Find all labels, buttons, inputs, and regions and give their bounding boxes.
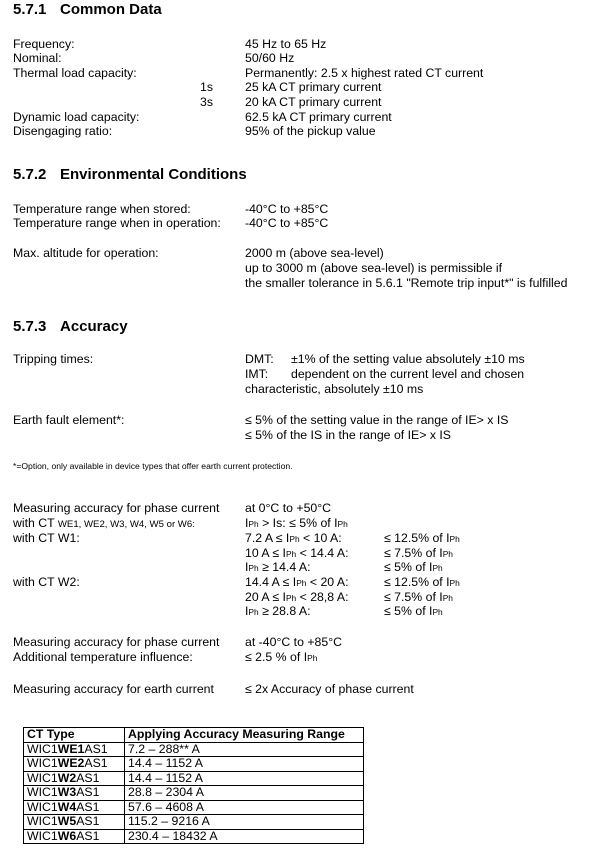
heading-accuracy xyxy=(13,320,128,335)
tolerance-subscript: Ph xyxy=(442,548,453,559)
range-text-a: 20 A ≤ I xyxy=(245,589,286,604)
range-cell: 115.2 – 9216 A xyxy=(125,815,364,830)
range-subscript: Ph xyxy=(296,578,307,588)
table-header-ct-type: CT Type xyxy=(24,728,125,743)
range-text-c: < 28,8 A: xyxy=(296,589,349,604)
ct-type-table xyxy=(23,727,364,844)
disengaging-ratio-value: 95% of the pickup value xyxy=(245,124,376,138)
range-text-a: I xyxy=(245,560,249,575)
ct-type-code: W6 xyxy=(57,828,77,843)
range-subscript: Ph xyxy=(285,592,297,603)
accuracy-range xyxy=(245,531,342,547)
ct-type-prefix: WIC1 xyxy=(27,814,58,829)
frequency-label: Frequency: xyxy=(13,37,75,51)
table-row xyxy=(24,829,364,844)
altitude-label: Max. altitude for operation: xyxy=(13,246,159,260)
dmt-value: ±1% of the setting value absolutely ±10 ms xyxy=(291,352,525,366)
heading-environmental-conditions xyxy=(13,168,247,183)
temp-influence-value-sub: Ph xyxy=(307,653,318,663)
ct-we-value xyxy=(245,516,348,532)
range-cell: 14.4 – 1152 A xyxy=(125,771,364,786)
dynamic-load-value: 62.5 kA CT primary current xyxy=(245,110,392,124)
imt-value: dependent on the current level and chosen xyxy=(291,367,525,381)
range-text-a: 14.4 A ≤ I xyxy=(245,575,297,589)
ct-type-prefix: WIC1 xyxy=(27,770,58,785)
ct-type-cell xyxy=(24,786,125,801)
tolerance-subscript: Ph xyxy=(432,607,443,618)
ct-type-prefix: WIC1 xyxy=(27,741,58,756)
range-text-c: < 20 A: xyxy=(306,575,349,589)
thermal-3s-value: 20 kA CT primary current xyxy=(245,95,382,109)
tripping-times-label: Tripping times: xyxy=(13,352,94,366)
earth-accuracy-value: ≤ 2x Accuracy of phase current xyxy=(245,682,414,696)
heading-title: Accuracy xyxy=(60,318,128,335)
phase-accuracy-label-2: Measuring accuracy for phase current xyxy=(13,635,220,649)
range-text-a: I xyxy=(245,604,249,619)
accuracy-range xyxy=(245,560,311,576)
thermal-load-label: Thermal load capacity: xyxy=(13,66,137,80)
ct-w1-label: with CT W1: xyxy=(13,531,80,545)
earth-accuracy-label: Measuring accuracy for earth current xyxy=(13,682,214,696)
thermal-1s-value: 25 kA CT primary current xyxy=(245,80,382,94)
range-text-c: ≥ 28.8 A: xyxy=(258,604,311,619)
accuracy-range xyxy=(245,546,349,562)
heading-number: 5.7.2 xyxy=(13,166,47,183)
range-cell: 230.4 – 18432 A xyxy=(125,829,364,844)
table-header-range: Applying Accuracy Measuring Range xyxy=(125,728,364,743)
accuracy-tolerance xyxy=(384,560,443,576)
tolerance-text: ≤ 5% of I xyxy=(384,560,433,575)
dmt-key: DMT: xyxy=(245,352,274,366)
ct-type-suffix: AS1 xyxy=(76,828,100,843)
tolerance-text: ≤ 7.5% of I xyxy=(384,545,443,560)
ct-type-suffix: AS1 xyxy=(84,741,108,756)
nominal-value: 50/60 Hz xyxy=(245,51,295,65)
tolerance-text: ≤ 5% of I xyxy=(384,604,433,619)
temp-operation-value: -40°C to +85°C xyxy=(245,216,329,230)
range-subscript: Ph xyxy=(289,534,300,544)
altitude-value-2: up to 3000 m (above sea-level) is permissible if xyxy=(245,261,502,275)
earth-fault-label: Earth fault element*: xyxy=(13,413,125,427)
accuracy-tolerance xyxy=(384,546,453,562)
table-row xyxy=(24,742,364,757)
ct-type-cell xyxy=(24,742,125,757)
range-cell: 7.2 – 288** A xyxy=(125,742,364,757)
ct-type-prefix: WIC1 xyxy=(27,756,58,771)
ct-type-prefix: WIC1 xyxy=(27,785,58,800)
ct-we-value-a: I xyxy=(245,516,249,530)
ct-we-value-c: > Is: ≤ 5% of I xyxy=(258,516,338,530)
range-cell: 28.8 – 2304 A xyxy=(125,786,364,801)
heading-title: Common Data xyxy=(60,1,162,18)
ct-w2-label: with CT W2: xyxy=(13,575,80,589)
accuracy-range xyxy=(245,575,349,591)
tolerance-text: ≤ 7.5% of I xyxy=(384,589,443,604)
ct-type-code: W5 xyxy=(57,814,77,829)
nominal-label: Nominal: xyxy=(13,51,62,65)
thermal-3s-label: 3s xyxy=(200,95,213,109)
ct-type-prefix: WIC1 xyxy=(27,799,58,814)
heading-number: 5.7.3 xyxy=(13,318,47,335)
accuracy-tolerance xyxy=(384,531,460,547)
range-text-a: 7.2 A ≤ I xyxy=(245,531,290,545)
tolerance-subscript: Ph xyxy=(432,563,443,574)
frequency-value: 45 Hz to 65 Hz xyxy=(245,37,327,51)
tolerance-text: ≤ 12.5% of I xyxy=(384,531,450,545)
imt-value-2: characteristic, absolutely ±10 ms xyxy=(245,382,424,396)
range-subscript: Ph xyxy=(248,563,259,574)
ct-we-prefix: with CT xyxy=(13,516,58,530)
tolerance-text: ≤ 12.5% of I xyxy=(384,575,450,589)
range-text-c: < 10 A: xyxy=(299,531,342,545)
tolerance-subscript: Ph xyxy=(449,578,460,588)
tolerance-subscript: Ph xyxy=(449,534,460,544)
ct-type-suffix: AS1 xyxy=(76,770,100,785)
table-row xyxy=(24,800,364,815)
accuracy-tolerance xyxy=(384,604,443,620)
phase-accuracy-label: Measuring accuracy for phase current xyxy=(13,501,220,515)
accuracy-tolerance xyxy=(384,590,453,606)
thermal-load-value: Permanently: 2.5 x highest rated CT current xyxy=(245,66,484,80)
range-cell: 14.4 – 1152 A xyxy=(125,757,364,772)
heading-common-data xyxy=(13,3,162,18)
disengaging-ratio-label: Disengaging ratio: xyxy=(13,124,113,138)
tolerance-subscript: Ph xyxy=(442,592,453,603)
temp-influence-value xyxy=(245,650,317,666)
ct-type-cell xyxy=(24,815,125,830)
ct-we-value-sub1: Ph xyxy=(248,519,259,529)
heading-number: 5.7.1 xyxy=(13,1,47,18)
table-row xyxy=(24,771,364,786)
range-subscript: Ph xyxy=(248,607,259,618)
range-text-c: ≥ 14.4 A: xyxy=(258,560,311,575)
range-cell: 57.6 – 4608 A xyxy=(125,800,364,815)
ct-type-cell xyxy=(24,829,125,844)
altitude-value-3: the smaller tolerance in 5.6.1 "Remote trip input*" is fulfilled xyxy=(245,276,568,290)
earth-fault-value-2: ≤ 5% of the IS in the range of IE> x IS xyxy=(245,428,452,442)
ct-type-code: W3 xyxy=(57,785,77,800)
ct-type-code: WE1 xyxy=(57,741,85,756)
heading-title: Environmental Conditions xyxy=(60,166,247,183)
temp-influence-value-a: ≤ 2.5 % of I xyxy=(245,650,308,664)
ct-we-value-sub2: Ph xyxy=(337,519,348,529)
range-text-a: 10 A ≤ I xyxy=(245,545,286,560)
ct-type-code: W2 xyxy=(57,770,77,785)
temp-stored-label: Temperature range when stored: xyxy=(13,202,191,216)
phase-accuracy-value-2: at -40°C to +85°C xyxy=(245,635,342,649)
dynamic-load-label: Dynamic load capacity: xyxy=(13,110,140,124)
ct-type-prefix: WIC1 xyxy=(27,828,58,843)
ct-type-code: W4 xyxy=(57,799,77,814)
imt-key: IMT: xyxy=(245,367,269,381)
accuracy-tolerance xyxy=(384,575,460,591)
table-row xyxy=(24,757,364,772)
ct-type-suffix: AS1 xyxy=(76,785,100,800)
ct-type-cell xyxy=(24,800,125,815)
range-text-c: < 14.4 A: xyxy=(296,545,349,560)
ct-type-code: WE2 xyxy=(57,756,85,771)
table-row xyxy=(24,815,364,830)
earth-fault-value-1: ≤ 5% of the setting value in the range of IE> x IS xyxy=(245,413,509,427)
range-subscript: Ph xyxy=(285,548,297,559)
accuracy-range xyxy=(245,590,349,606)
temp-operation-label: Temperature range when in operation: xyxy=(13,216,221,230)
accuracy-range xyxy=(245,604,311,620)
ct-type-suffix: AS1 xyxy=(76,814,100,829)
temp-influence-label: Additional temperature influence: xyxy=(13,650,193,664)
ct-type-suffix: AS1 xyxy=(76,799,100,814)
thermal-1s-label: 1s xyxy=(200,80,213,94)
table-header-row xyxy=(24,728,364,743)
ct-type-cell xyxy=(24,757,125,772)
altitude-value-1: 2000 m (above sea-level) xyxy=(245,246,384,260)
ct-type-suffix: AS1 xyxy=(84,756,108,771)
option-footnote: *=Option, only available in device types that offer earth current protection. xyxy=(13,461,293,471)
phase-accuracy-value: at 0°C to +50°C xyxy=(245,501,332,515)
ct-type-cell xyxy=(24,771,125,786)
table-row xyxy=(24,786,364,801)
temp-stored-value: -40°C to +85°C xyxy=(245,202,329,216)
ct-we-types: WE1, WE2, W3, W4, W5 or W6: xyxy=(57,519,195,530)
